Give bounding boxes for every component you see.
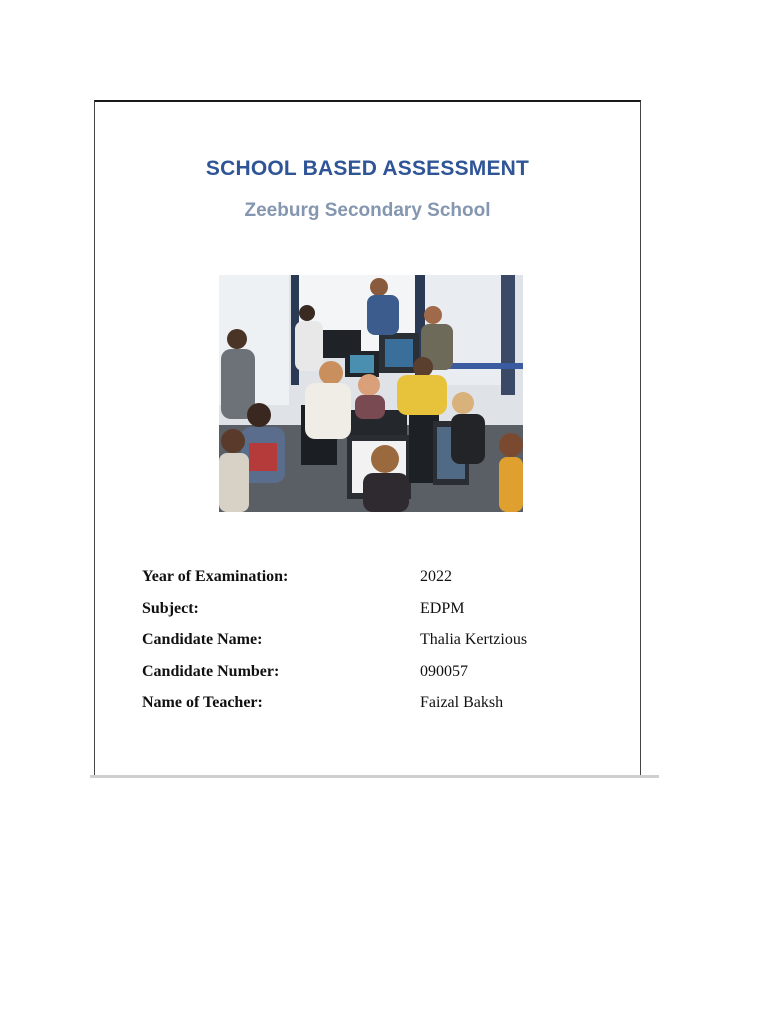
page-title: SCHOOL BASED ASSESSMENT xyxy=(205,157,530,180)
detail-row-subject xyxy=(142,600,602,632)
detail-row-candidate-name xyxy=(142,631,602,663)
detail-label: Name of Teacher: xyxy=(142,694,263,711)
detail-row-year xyxy=(142,568,602,600)
detail-value: Thalia Kertzious xyxy=(420,631,528,648)
detail-label: Year of Examination: xyxy=(142,568,289,585)
detail-value: 090057 xyxy=(420,662,468,680)
classroom-photo xyxy=(219,275,523,512)
candidate-details xyxy=(142,568,602,726)
detail-value: Faizal Baksh xyxy=(420,694,504,711)
detail-row-teacher xyxy=(142,694,602,726)
detail-row-candidate-number xyxy=(142,663,602,695)
detail-label: Candidate Number: xyxy=(142,662,280,680)
page-bottom-rule xyxy=(90,775,659,778)
detail-label: Subject: xyxy=(142,599,199,617)
detail-value: 2022 xyxy=(420,568,452,585)
school-name: Zeeburg Secondary School xyxy=(244,200,491,221)
detail-label: Candidate Name: xyxy=(142,631,263,648)
cover-page xyxy=(94,100,641,776)
detail-value: EDPM xyxy=(420,599,465,617)
